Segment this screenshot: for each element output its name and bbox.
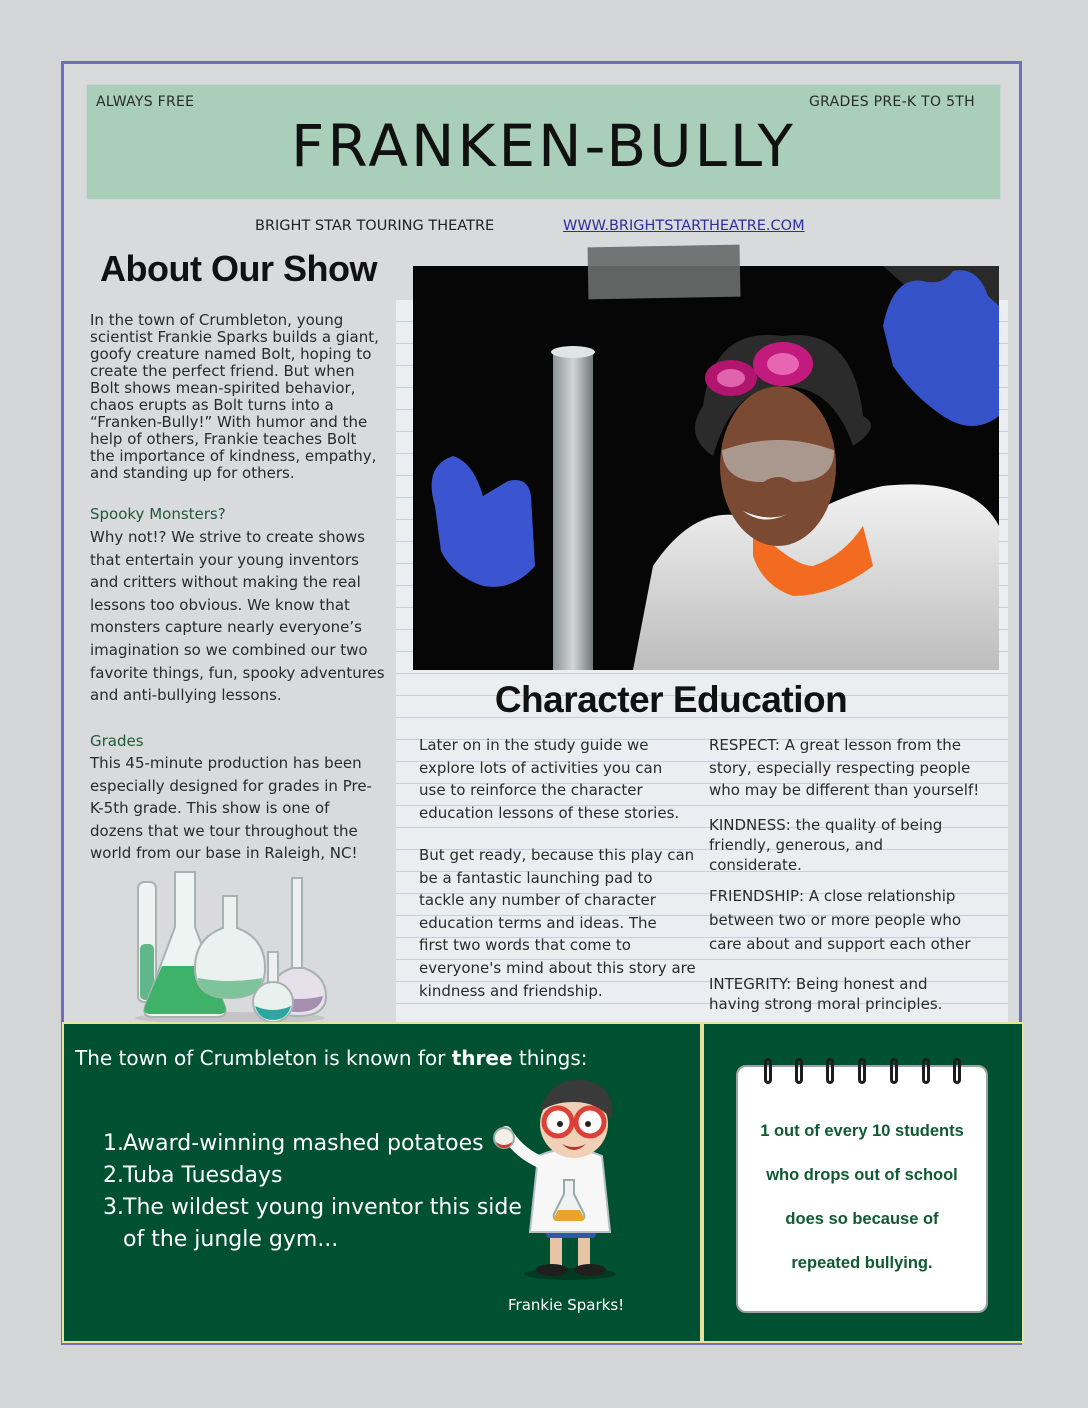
town-intro-text: The town of Crumbleton is known for bbox=[75, 1046, 452, 1070]
list-number: 1. bbox=[103, 1131, 124, 1156]
binder-ring-icon bbox=[953, 1058, 961, 1084]
binder-ring-icon bbox=[890, 1058, 898, 1084]
binder-ring-icon bbox=[764, 1058, 772, 1084]
stat-line: who drops out of school bbox=[766, 1166, 958, 1184]
text-line: lessons too obvious. We know that bbox=[90, 595, 350, 614]
text-line: This 45-minute production has been bbox=[90, 754, 362, 772]
list-number: 3. bbox=[103, 1195, 124, 1220]
integrity-definition bbox=[709, 974, 942, 1014]
text-line: everyone's mind about this story are bbox=[419, 958, 696, 977]
text-line: “Franken-Bully!” With humor and the bbox=[90, 413, 368, 431]
list-item bbox=[103, 1192, 522, 1224]
text-line: INTEGRITY: Being honest and bbox=[709, 975, 928, 993]
text-line: chaos erupts as Bolt turns into a bbox=[90, 396, 334, 414]
text-line: RESPECT: A great lesson from the bbox=[709, 736, 961, 754]
text-line: help of others, Frankie teaches Bolt bbox=[90, 430, 357, 448]
photo-tape bbox=[588, 245, 741, 300]
list-item-text: Tuba Tuesdays bbox=[123, 1163, 283, 1188]
text-line: especially designed for grades in Pre- bbox=[90, 776, 372, 795]
text-line: having strong moral principles. bbox=[709, 995, 943, 1013]
about-intro bbox=[90, 312, 379, 482]
text-line: story, especially respecting people bbox=[709, 758, 971, 777]
text-line: friendly, generous, and bbox=[709, 836, 884, 854]
list-item-text: Award-winning mashed potatoes bbox=[123, 1131, 484, 1156]
list-item-continuation: of the jungle gym... bbox=[123, 1227, 339, 1252]
binder-ring-icon bbox=[826, 1058, 834, 1084]
text-line: the importance of kindness, empathy, bbox=[90, 447, 377, 465]
friendship-definition bbox=[709, 884, 971, 956]
text-line: explore lots of activities you can bbox=[419, 758, 663, 777]
character-left-paragraph-1 bbox=[419, 734, 679, 824]
character-education-heading: Character Education bbox=[494, 679, 848, 720]
binder-ring-icon bbox=[858, 1058, 866, 1084]
text-line: scientist Frankie Sparks builds a giant, bbox=[90, 328, 379, 346]
text-line: use to reinforce the character bbox=[419, 781, 643, 800]
grades-label: GRADES PRE-K TO 5TH bbox=[809, 94, 975, 110]
text-line: care about and support each other bbox=[709, 935, 971, 953]
binder-ring-icon bbox=[922, 1058, 930, 1084]
respect-definition bbox=[709, 734, 979, 802]
text-line: first two words that come to bbox=[419, 936, 631, 955]
text-line: Bolt shows mean-spirited behavior, bbox=[90, 379, 356, 397]
company-name: BRIGHT STAR TOURING THEATRE bbox=[255, 218, 495, 234]
text-line: who may be different than yourself! bbox=[709, 781, 980, 800]
list-number: 2. bbox=[103, 1163, 124, 1188]
lab-flasks-illustration bbox=[120, 868, 330, 1028]
text-line: monsters capture nearly everyone’s bbox=[90, 618, 362, 637]
list-item-text: The wildest young inventor this side bbox=[123, 1195, 522, 1220]
spooky-heading: Spooky Monsters? bbox=[90, 505, 226, 523]
town-intro-text-end: things: bbox=[512, 1046, 588, 1070]
text-line: But get ready, because this play can bbox=[419, 846, 695, 864]
text-line: kindness and friendship. bbox=[419, 981, 603, 1000]
text-line: be a fantastic launching pad to bbox=[419, 868, 653, 887]
text-line: that entertain your young inventors bbox=[90, 550, 359, 569]
show-photo bbox=[413, 266, 999, 670]
binder-ring-icon bbox=[795, 1058, 803, 1084]
text-line: K-5th grade. This show is one of bbox=[90, 799, 330, 818]
text-line: and critters without making the real bbox=[90, 573, 361, 592]
page-title: FRANKEN-BULLY bbox=[291, 112, 796, 180]
text-line: between two or more people who bbox=[709, 911, 962, 929]
character-left-paragraph-2 bbox=[419, 844, 696, 1002]
text-line: favorite things, fun, spooky adventures bbox=[90, 663, 385, 682]
frankie-cartoon bbox=[488, 1062, 648, 1282]
text-line: goofy creature named Bolt, hoping to bbox=[90, 345, 372, 363]
kindness-definition bbox=[709, 815, 942, 875]
website-link-text[interactable]: WWW.BRIGHTSTARTHEATRE.COM bbox=[563, 218, 805, 234]
town-facts-list bbox=[103, 1128, 522, 1256]
website-link[interactable] bbox=[563, 218, 814, 234]
grades-paragraph bbox=[90, 752, 372, 865]
text-line: imagination so we combined our two bbox=[90, 640, 368, 659]
town-intro-bold: three bbox=[451, 1046, 513, 1070]
stat-card-text bbox=[736, 1109, 988, 1285]
scientist-photo-illustration bbox=[413, 266, 999, 670]
text-line: education lessons of these stories. bbox=[419, 803, 680, 822]
spooky-paragraph bbox=[90, 526, 385, 707]
about-heading: About Our Show bbox=[100, 248, 377, 289]
text-line: and standing up for others. bbox=[90, 464, 295, 482]
text-line: create the perfect friend. But when bbox=[90, 362, 355, 380]
text-line: KINDNESS: the quality of being bbox=[709, 816, 943, 834]
text-line: education terms and ideas. The bbox=[419, 913, 657, 932]
grades-heading: Grades bbox=[90, 732, 144, 750]
text-line: considerate. bbox=[709, 856, 802, 874]
text-line: Why not!? We strive to create shows bbox=[90, 528, 365, 546]
text-line: Later on in the study guide we bbox=[419, 736, 649, 754]
text-line: dozens that we tour throughout the bbox=[90, 821, 358, 840]
text-line: world from our base in Raleigh, NC! bbox=[90, 844, 358, 863]
text-line: FRIENDSHIP: A close relationship bbox=[709, 887, 956, 905]
list-item bbox=[103, 1160, 522, 1192]
stat-line: repeated bullying. bbox=[791, 1254, 933, 1272]
stat-line: 1 out of every 10 students bbox=[760, 1122, 964, 1140]
stat-line: does so because of bbox=[785, 1210, 939, 1228]
text-line: and anti-bullying lessons. bbox=[90, 686, 282, 705]
always-free-label: ALWAYS FREE bbox=[96, 94, 195, 110]
text-line: tackle any number of character bbox=[419, 891, 656, 910]
text-line: In the town of Crumbleton, young bbox=[90, 311, 344, 329]
frankie-caption: Frankie Sparks! bbox=[508, 1296, 625, 1314]
list-item bbox=[103, 1128, 522, 1160]
